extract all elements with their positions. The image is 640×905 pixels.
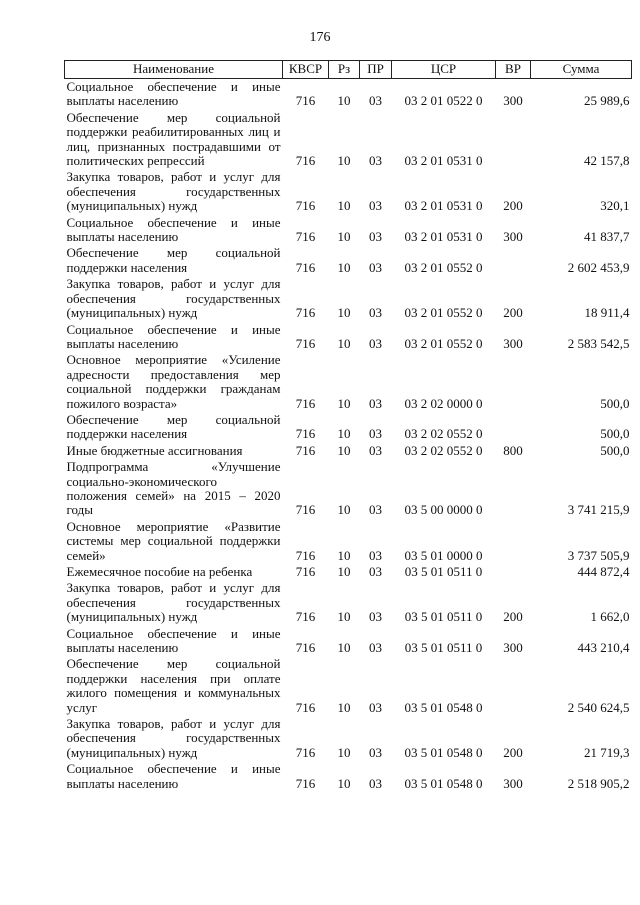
cell-csr: 03 2 02 0552 0 [404, 426, 483, 442]
cell-sum: 21 719,3 [584, 744, 630, 760]
cell-sum: 3 741 215,9 [567, 502, 630, 518]
cell-rz: 10 [337, 640, 351, 656]
cell-rz: 10 [337, 93, 351, 109]
cell-csr: 03 2 01 0552 0 [404, 259, 483, 275]
cell-csr: 03 5 00 0000 0 [404, 502, 483, 518]
cell-pr: 03 [369, 426, 382, 442]
table-row [65, 322, 632, 353]
cell-csr: 03 2 01 0531 0 [404, 153, 483, 169]
cell-vr: 200 [503, 198, 523, 214]
cell-kvsr: 716 [295, 609, 316, 625]
table-row [65, 352, 632, 412]
cell-kvsr: 716 [295, 335, 316, 351]
table-row [65, 110, 632, 170]
cell-name: Подпрограмма «Улучшение социально-экономического положения семей» на 2015 – 2020 годы [66, 459, 281, 518]
table-row [65, 169, 632, 214]
cell-kvsr: 716 [295, 395, 316, 411]
cell-kvsr: 716 [295, 305, 316, 321]
header-pr: ПР [360, 61, 392, 79]
cell-pr: 03 [369, 547, 382, 563]
cell-pr: 03 [369, 198, 382, 214]
cell-rz: 10 [337, 609, 351, 625]
header-rz: Рз [329, 61, 360, 79]
table-row [65, 245, 632, 276]
cell-name: Закупка товаров, работ и услуг для обеспечения государственных (муниципальных) нужд [66, 580, 281, 625]
header-kvsr: КВСР [283, 61, 329, 79]
cell-rz: 10 [337, 153, 351, 169]
table-row [65, 276, 632, 321]
cell-csr: 03 5 01 0548 0 [404, 699, 483, 715]
cell-kvsr: 716 [295, 640, 316, 656]
cell-pr: 03 [369, 335, 382, 351]
cell-kvsr: 716 [295, 229, 316, 245]
cell-rz: 10 [337, 198, 351, 214]
cell-pr: 03 [369, 305, 382, 321]
cell-name: Основное мероприятие «Усиление адресности предоставления мер социальной поддержки гражданам пожилого возраста» [66, 352, 281, 411]
cell-rz: 10 [337, 395, 351, 411]
table-row [65, 626, 632, 657]
table-row [65, 412, 632, 443]
cell-sum: 2 518 905,2 [567, 775, 630, 791]
cell-vr: 200 [503, 305, 523, 321]
cell-sum: 500,0 [600, 426, 630, 442]
table-row [65, 580, 632, 625]
cell-sum: 1 662,0 [590, 609, 630, 625]
cell-name: Закупка товаров, работ и услуг для обеспечения государственных (муниципальных) нужд [66, 716, 281, 760]
cell-sum: 444 872,4 [577, 564, 630, 579]
cell-pr: 03 [369, 93, 382, 109]
cell-rz: 10 [337, 305, 351, 321]
cell-csr: 03 2 01 0552 0 [404, 335, 483, 351]
cell-vr: 300 [503, 640, 523, 656]
cell-pr: 03 [369, 699, 382, 715]
cell-kvsr: 716 [295, 547, 316, 563]
table-row [65, 519, 632, 564]
cell-name: Социальное обеспечение и иные выплаты населению [66, 625, 281, 656]
cell-vr: 200 [503, 744, 523, 760]
table-row [65, 761, 632, 792]
cell-vr [496, 564, 531, 580]
cell-csr: 03 2 02 0552 0 [404, 442, 483, 458]
cell-kvsr: 716 [295, 775, 316, 791]
cell-rz: 10 [337, 442, 351, 458]
cell-pr: 03 [369, 259, 382, 275]
cell-csr: 03 5 01 0000 0 [404, 547, 483, 563]
cell-rz: 10 [337, 564, 351, 579]
cell-kvsr: 716 [295, 744, 316, 760]
header-sum: Сумма [531, 61, 632, 79]
cell-kvsr: 716 [295, 564, 316, 579]
cell-kvsr: 716 [295, 442, 316, 458]
cell-csr: 03 2 01 0552 0 [404, 305, 483, 321]
cell-vr [496, 459, 531, 519]
page-number: 176 [309, 30, 331, 45]
cell-csr: 03 2 01 0531 0 [404, 229, 483, 245]
cell-pr: 03 [369, 229, 382, 245]
cell-sum: 2 540 624,5 [567, 699, 630, 715]
cell-kvsr: 716 [295, 198, 316, 214]
cell-kvsr: 716 [295, 93, 316, 109]
cell-name: Социальное обеспечение и иные выплаты населению [66, 214, 281, 245]
header-csr: ЦСР [392, 61, 496, 79]
cell-pr: 03 [369, 640, 382, 656]
cell-pr: 03 [369, 564, 382, 579]
cell-vr: 300 [503, 775, 523, 791]
cell-name: Закупка товаров, работ и услуг для обеспечения государственных (муниципальных) нужд [66, 169, 281, 214]
table-header [65, 61, 632, 79]
budget-table-container [64, 60, 631, 792]
table-body [65, 79, 632, 793]
cell-pr: 03 [369, 153, 382, 169]
table-row [65, 79, 632, 110]
budget-table [64, 60, 632, 792]
cell-vr: 300 [503, 93, 523, 109]
table-row [65, 656, 632, 716]
cell-name: Обеспечение мер социальной поддержки населения [66, 411, 281, 442]
table-row [65, 443, 632, 459]
cell-csr: 03 2 01 0531 0 [404, 198, 483, 214]
cell-vr [496, 656, 531, 716]
table-row [65, 564, 632, 580]
cell-sum: 42 157,8 [584, 153, 630, 169]
cell-pr: 03 [369, 442, 382, 458]
cell-csr: 03 2 01 0522 0 [404, 93, 483, 109]
cell-name: Социальное обеспечение и иные выплаты населению [66, 79, 281, 109]
table-row [65, 459, 632, 519]
cell-vr [496, 245, 531, 276]
cell-name: Иные бюджетные ассигнования [66, 442, 243, 458]
cell-vr [496, 352, 531, 412]
cell-csr: 03 5 01 0511 0 [404, 564, 483, 579]
cell-csr: 03 5 01 0548 0 [404, 775, 483, 791]
cell-vr [496, 110, 531, 170]
header-vr: ВР [496, 61, 531, 79]
cell-rz: 10 [337, 259, 351, 275]
cell-name: Закупка товаров, работ и услуг для обеспечения государственных (муниципальных) нужд [66, 276, 281, 321]
cell-sum: 3 737 505,9 [567, 547, 630, 563]
cell-vr: 300 [503, 229, 523, 245]
cell-name: Обеспечение мер социальной поддержки реабилитированных лиц и лиц, признанных пострадавшими от политических репрессий [66, 109, 281, 169]
cell-name: Ежемесячное пособие на ребенка [66, 564, 253, 579]
cell-kvsr: 716 [295, 502, 316, 518]
cell-pr: 03 [369, 609, 382, 625]
cell-sum: 500,0 [600, 442, 630, 458]
cell-rz: 10 [337, 502, 351, 518]
cell-vr [496, 519, 531, 564]
cell-name: Обеспечение мер социальной поддержки населения [66, 245, 281, 275]
cell-rz: 10 [337, 547, 351, 563]
cell-sum: 41 837,7 [584, 229, 630, 245]
cell-vr: 800 [503, 442, 523, 458]
cell-rz: 10 [337, 699, 351, 715]
cell-sum: 2 602 453,9 [567, 259, 630, 275]
cell-sum: 320,1 [600, 198, 630, 214]
cell-sum: 443 210,4 [577, 640, 630, 656]
cell-csr: 03 2 02 0000 0 [404, 395, 483, 411]
cell-name: Социальное обеспечение и иные выплаты населению [66, 321, 281, 351]
cell-name: Обеспечение мер социальной поддержки населения при оплате жилого помещения и коммунальных услуг [66, 656, 281, 715]
header-name: Наименование [65, 61, 283, 79]
cell-rz: 10 [337, 229, 351, 245]
cell-sum: 2 583 542,5 [567, 335, 630, 351]
cell-vr [496, 412, 531, 443]
cell-name: Социальное обеспечение и иные выплаты населению [66, 761, 281, 791]
table-row [65, 215, 632, 246]
cell-vr: 300 [503, 335, 523, 351]
cell-name: Основное мероприятие «Развитие системы мер социальной поддержки семей» [66, 518, 281, 563]
cell-csr: 03 5 01 0511 0 [404, 609, 483, 625]
cell-sum: 25 989,6 [584, 93, 630, 109]
cell-kvsr: 716 [295, 699, 316, 715]
cell-vr: 200 [503, 609, 523, 625]
cell-kvsr: 716 [295, 426, 316, 442]
cell-pr: 03 [369, 502, 382, 518]
cell-rz: 10 [337, 335, 351, 351]
cell-kvsr: 716 [295, 259, 316, 275]
cell-csr: 03 5 01 0548 0 [404, 744, 483, 760]
cell-pr: 03 [369, 395, 382, 411]
cell-kvsr: 716 [295, 153, 316, 169]
cell-pr: 03 [369, 744, 382, 760]
cell-rz: 10 [337, 775, 351, 791]
cell-sum: 500,0 [600, 395, 630, 411]
cell-csr: 03 5 01 0511 0 [404, 640, 483, 656]
cell-rz: 10 [337, 744, 351, 760]
cell-pr: 03 [369, 775, 382, 791]
table-row [65, 716, 632, 761]
cell-rz: 10 [337, 426, 351, 442]
cell-sum: 18 911,4 [584, 305, 630, 321]
